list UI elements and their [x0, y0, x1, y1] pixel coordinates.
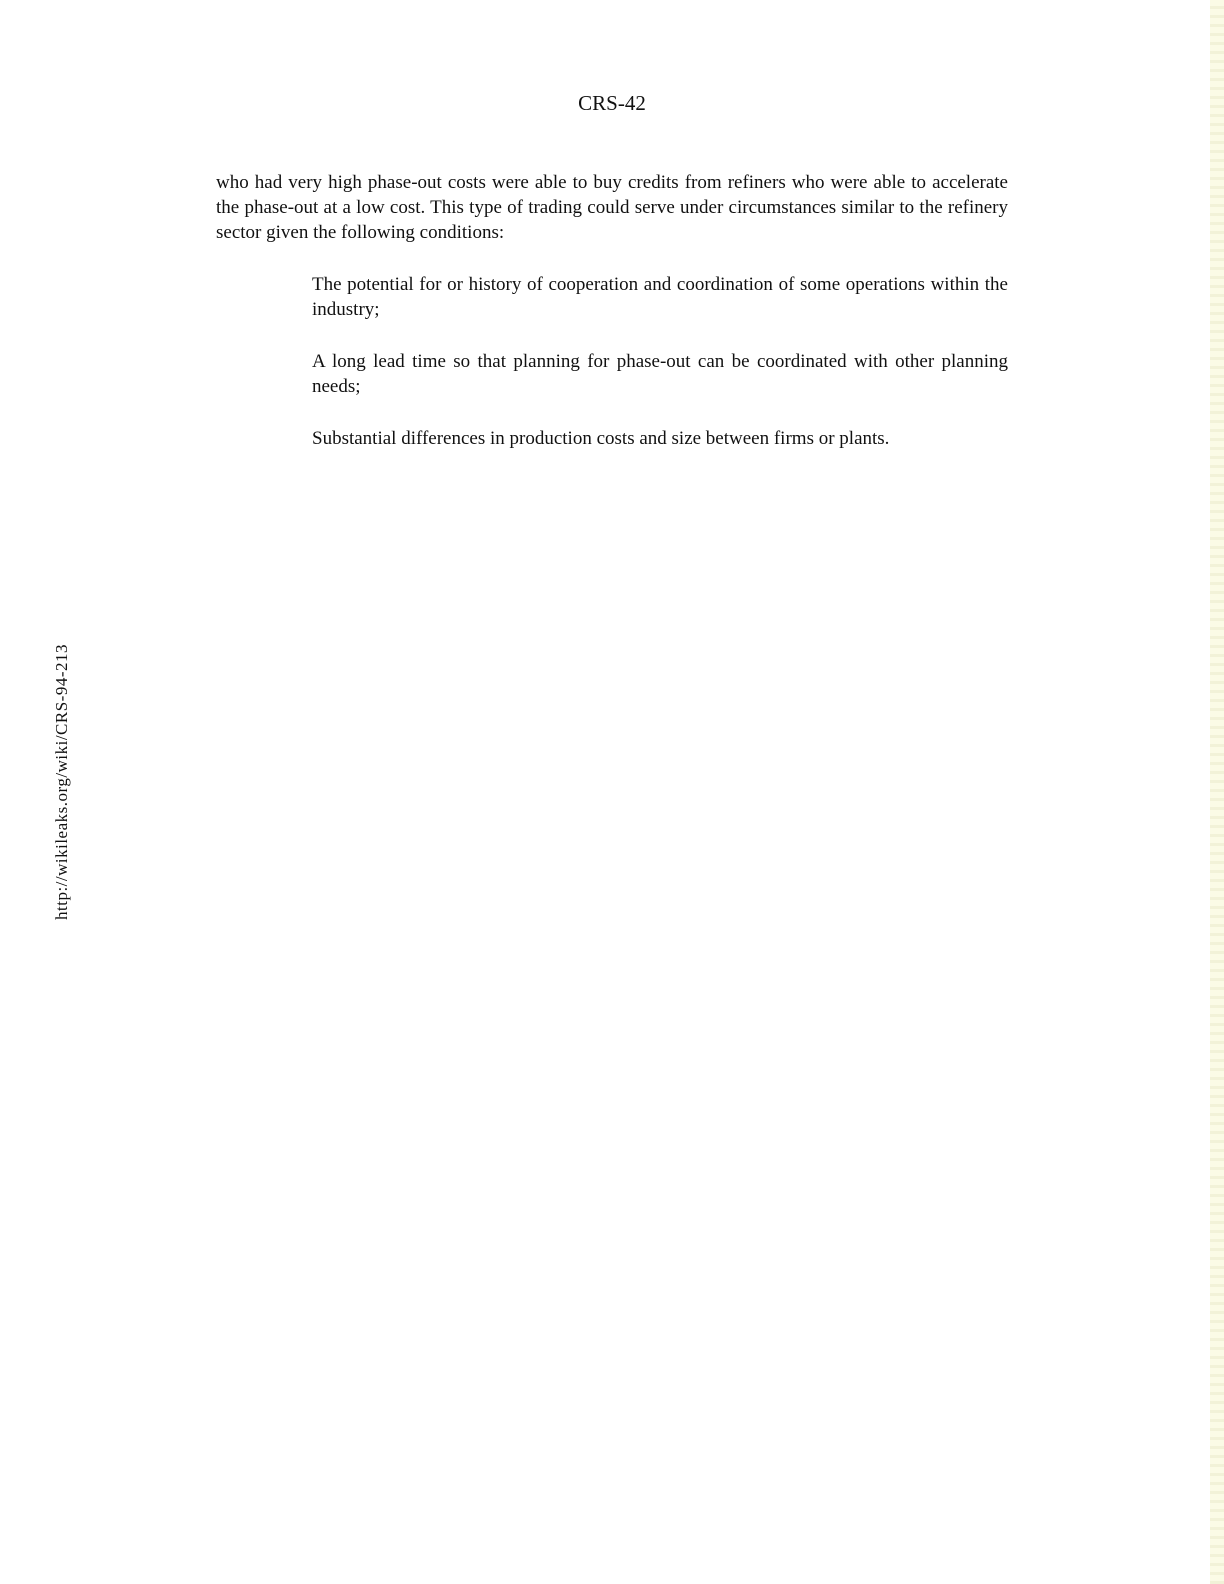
- page-edge-strip: [1210, 0, 1224, 1584]
- page-number: CRS-42: [578, 91, 646, 115]
- body-paragraph: who had very high phase-out costs were able to buy credits from refiners who were able to accelerate the phase-out at a low cost. This type of trading could serve under circumstances similar to the refinery sector given the following conditions:: [216, 172, 1008, 243]
- condition-item-cooperation: The potential for or history of cooperation and coordination of some operations within the industry;: [312, 274, 1008, 320]
- condition-item-lead-time: A long lead time so that planning for phase-out can be coordinated with other planning needs;: [312, 351, 1008, 397]
- source-url-watermark: http://wikileaks.org/wiki/CRS-94-213: [52, 644, 71, 920]
- conditions-list: [312, 272, 1008, 478]
- condition-item-cost-differences: Substantial differences in production costs and size between firms or plants.: [312, 428, 890, 449]
